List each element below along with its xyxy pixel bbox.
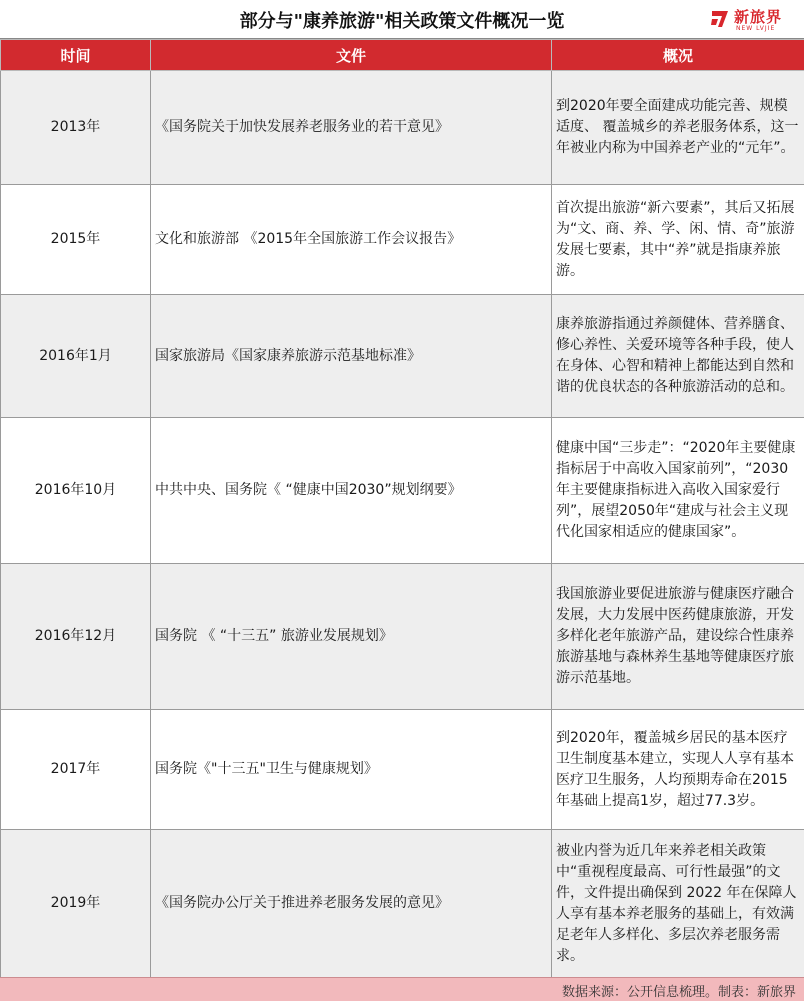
brand-mark-icon — [710, 7, 732, 31]
row-time: 2015年 — [1, 185, 151, 295]
source-note: 数据来源：公开信息梳理。制表：新旅界 — [562, 981, 796, 1000]
source-footer — [0, 977, 804, 1001]
row-time: 2019年 — [1, 830, 151, 978]
row-doc: 国务院 《 “十三五” 旅游业发展规划》 — [151, 564, 552, 710]
header-summary: 概况 — [552, 40, 804, 71]
row-summary: 健康中国“三步走”：“2020年主要健康指标居于中高收入国家前列”，“2030年主要健康指标进入高收入国家爱行列”，展望2050年“建成与社会主义现代化国家相适应的健康国家”。 — [552, 418, 804, 564]
table-header-row — [1, 40, 804, 71]
row-doc: 中共中央、国务院《 “健康中国2030”规划纲要》 — [151, 418, 552, 564]
row-doc: 文化和旅游部 《2015年全国旅游工作会议报告》 — [151, 185, 552, 295]
brand-name: 新旅界 — [734, 6, 782, 27]
row-summary: 康养旅游指通过养颜健体、营养膳食、修心养性、关爱环境等各种手段，使人在身体、心智和精神上都能达到自然和谐的优良状态的各种旅游活动的总和。 — [552, 295, 804, 418]
header-doc: 文件 — [151, 40, 552, 71]
table-row — [1, 295, 804, 418]
row-time: 2017年 — [1, 710, 151, 830]
row-summary: 到2020年要全面建成功能完善、规模适度、 覆盖城乡的养老服务体系，这一年被业内称为中国养老产业的“元年”。 — [552, 71, 804, 185]
row-doc: 《国务院关于加快发展养老服务业的若干意见》 — [151, 71, 552, 185]
table-row — [1, 71, 804, 185]
row-summary: 被业内誉为近几年来养老相关政策中“重视程度最高、可行性最强”的文件，文件提出确保到 2022 年在保障人人享有基本养老服务的基础上，有效满足老年人多样化、多层次养老服务需求。 — [552, 830, 804, 978]
table-row — [1, 710, 804, 830]
header-time: 时间 — [1, 40, 151, 71]
row-time: 2013年 — [1, 71, 151, 185]
row-doc: 国务院《"十三五"卫生与健康规划》 — [151, 710, 552, 830]
page-title: 部分与"康养旅游"相关政策文件概况一览 — [0, 7, 804, 33]
row-time: 2016年10月 — [1, 418, 151, 564]
brand-logo — [710, 4, 790, 34]
row-time: 2016年12月 — [1, 564, 151, 710]
row-summary: 到2020年，覆盖城乡居民的基本医疗卫生制度基本建立，实现人人享有基本医疗卫生服务，人均预期寿命在2015年基础上提高1岁，超过77.3岁。 — [552, 710, 804, 830]
row-doc: 国家旅游局《国家康养旅游示范基地标准》 — [151, 295, 552, 418]
table-row — [1, 185, 804, 295]
row-summary: 我国旅游业要促进旅游与健康医疗融合发展，大力发展中医药健康旅游，开发多样化老年旅游产品，建设综合性康养旅游基地与森林养生基地等健康医疗旅游示范基地。 — [552, 564, 804, 710]
row-doc: 《国务院办公厅关于推进养老服务发展的意见》 — [151, 830, 552, 978]
table-row — [1, 418, 804, 564]
row-summary: 首次提出旅游“新六要素”，其后又拓展为“文、商、养、学、闲、情、奇”旅游发展七要素，其中“养”就是指康养旅游。 — [552, 185, 804, 295]
title-bar — [0, 0, 804, 39]
policy-table — [0, 39, 804, 978]
table-row — [1, 564, 804, 710]
row-time: 2016年1月 — [1, 295, 151, 418]
table-row — [1, 830, 804, 978]
brand-name-en: NEW LVJIE — [736, 25, 775, 32]
